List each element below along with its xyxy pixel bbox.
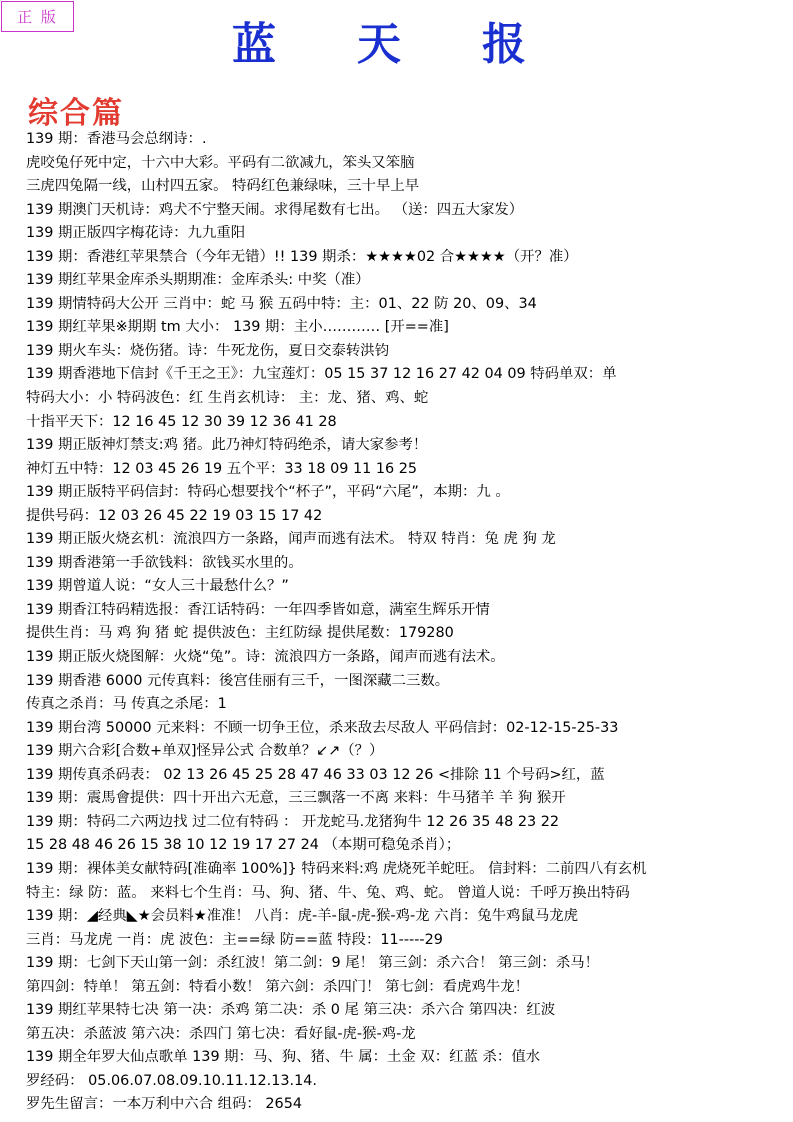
text-line: 139 期：香港红苹果禁合（今年无错）!! 139 期杀：★★★★02 合★★★★（开？准）: [26, 248, 578, 265]
text-line: 139 期红苹果特七决 第一决：杀鸡 第二决：杀 0 尾 第三决：杀六合 第四决：红波: [26, 1002, 556, 1019]
text-line: 139 期正版特平码信封：特码心想要找个“杯子”，平码“六尾”，本期：九 。: [26, 484, 510, 501]
text-line: 139 期红苹果※期期 tm 大小： 139 期：主小………… [开==准]: [26, 319, 449, 336]
text-line: 第五决：杀蓝波 第六决：杀四门 第七决：看好鼠-虎-猴-鸡-龙: [26, 1025, 416, 1042]
text-line: 139 期正版火烧玄机：流浪四方一条路，闻声而逃有法术。 特双 特肖：兔 虎 狗 龙: [26, 531, 556, 548]
text-line: 三肖：马龙虎 一肖：虎 波色：主==绿 防==蓝 特段：11-----29: [26, 931, 443, 948]
text-line: 罗经码： 05.06.07.08.09.10.11.12.13.14.: [26, 1072, 317, 1089]
text-line: 139 期：七剑下天山第一剑：杀红波！第二剑：9 尾！ 第三剑：杀六合！ 第三剑：杀马！: [26, 955, 599, 972]
text-line: 139 期香港 6000 元传真料：後宫佳丽有三千，一图深藏二三数。: [26, 672, 450, 689]
text-line: 139 期台湾 50000 元来料：不顾一切争王位，杀来敌去尽敌人 平码信封：02-12-15-25-33: [26, 719, 619, 736]
text-line: 139 期全年罗大仙点歌单 139 期：马、狗、猪、牛 属：土金 双：红蓝 杀：值水: [26, 1049, 541, 1066]
masthead-char-3: 报: [482, 19, 526, 70]
text-line: 139 期澳门天机诗：鸡犬不宁整天闹。求得尾数有七出。 （送：四五大家发）: [26, 201, 524, 218]
text-line: 罗先生留言：一本万利中六合 组码： 2654: [26, 1096, 303, 1113]
text-line: 特主：绿 防：蓝。 来料七个生肖：马、狗、猪、牛、兔、鸡、蛇。 曾道人说：千呼万换出特码: [26, 884, 630, 901]
authentic-badge: 正 版: [1, 1, 74, 32]
text-line: 139 期香港第一手欲钱料：欲钱买水里的。: [26, 554, 303, 571]
text-line: 传真之杀肖：马 传真之杀尾：1: [26, 696, 227, 713]
text-line: 139 期：裸体美女献特码[准确率 100%]} 特码来料:鸡 虎烧死羊蛇旺。 信封料：二前四八有玄机: [26, 860, 647, 877]
text-line: 提供号码：12 03 26 45 22 19 03 15 17 42: [26, 507, 323, 524]
text-line: 特码大小：小 特码波色：红 生肖玄机诗： 主：龙、猪、鸡、蛇: [26, 390, 429, 407]
text-line: 139 期香港地下信封《千王之王》：九宝莲灯：05 15 37 12 16 27 42 04 09 特码单双：单: [26, 366, 617, 383]
text-line: 三虎四兔隔一线，山村四五家。 特码红色兼绿味，三十早上早: [26, 178, 420, 195]
text-line: 139 期正版四字梅花诗：九九重阳: [26, 225, 246, 242]
text-line: 第四剑：特单！ 第五剑：特看小数！ 第六剑：杀四门！ 第七剑：看虎鸡牛龙！: [26, 978, 530, 995]
text-line: 139 期：香港马会总纲诗：.: [26, 131, 207, 147]
text-line: 139 期：特码二六两边找 过二位有特码 ： 开龙蛇马.龙猪狗牛 12 26 35 48 23 22: [26, 813, 560, 830]
text-line: 139 期正版火烧图解：火烧“兔”。诗：流浪四方一条路，闻声而逃有法术。: [26, 649, 505, 666]
masthead: [0, 8, 793, 68]
article-body: [26, 128, 788, 1117]
text-line: 139 期正版神灯禁支:鸡 猪。此乃神灯特码绝杀，请大家参考！: [26, 437, 428, 454]
text-line: 139 期：震馬會提供：四十开出六无意，三三飘落一不离 来料：牛马猪羊 羊 狗 猴开: [26, 790, 566, 807]
section-title: 综合篇: [28, 96, 124, 131]
text-line: 提供生肖：马 鸡 狗 猪 蛇 提供波色：主红防绿 提供尾数：179280: [26, 625, 454, 642]
text-line: 139 期：◢经典◣★会员料★准准！ 八肖：虎-羊-鼠-虎-猴-鸡-龙 六肖：兔牛鸡鼠马龙虎: [26, 908, 579, 925]
text-line: 139 期六合彩[合数+单双]怪异公式 合数单？↙↗（？）: [26, 743, 384, 760]
text-line: 139 期传真杀码表： 02 13 26 45 25 28 47 46 33 03 12 26 <排除 11 个号码>红，蓝: [26, 766, 605, 783]
text-line: 15 28 48 46 26 15 38 10 12 19 17 27 24 （本期可稳兔杀肖）；: [26, 837, 461, 854]
text-line: 神灯五中特：12 03 45 26 19 五个平：33 18 09 11 16 25: [26, 460, 418, 477]
text-line: 139 期情特码大公开 三肖中：蛇 马 猴 五码中特：主：01、22 防 20、09、34: [26, 295, 537, 312]
text-line: 十指平天下：12 16 45 12 30 39 12 36 41 28: [26, 413, 337, 430]
text-line: 139 期火车头：烧伤猪。诗：牛死龙伤，夏日交泰转洪钧: [26, 342, 390, 359]
text-line: 139 期曾道人说：“女人三十最愁什么？”: [26, 578, 289, 595]
text-line: 139 期香江特码精选报：香江话特码：一年四季皆如意，满室生辉乐开情: [26, 601, 490, 618]
masthead-char-2: 天: [357, 19, 401, 70]
text-line: 虎咬兔仔死中定，十六中大彩。平码有二欲减九，笨头又笨脑: [26, 154, 415, 171]
text-line: 139 期红苹果金库杀头期期准：金库杀头: 中奖（准）: [26, 272, 370, 289]
masthead-char-1: 蓝: [232, 19, 276, 70]
